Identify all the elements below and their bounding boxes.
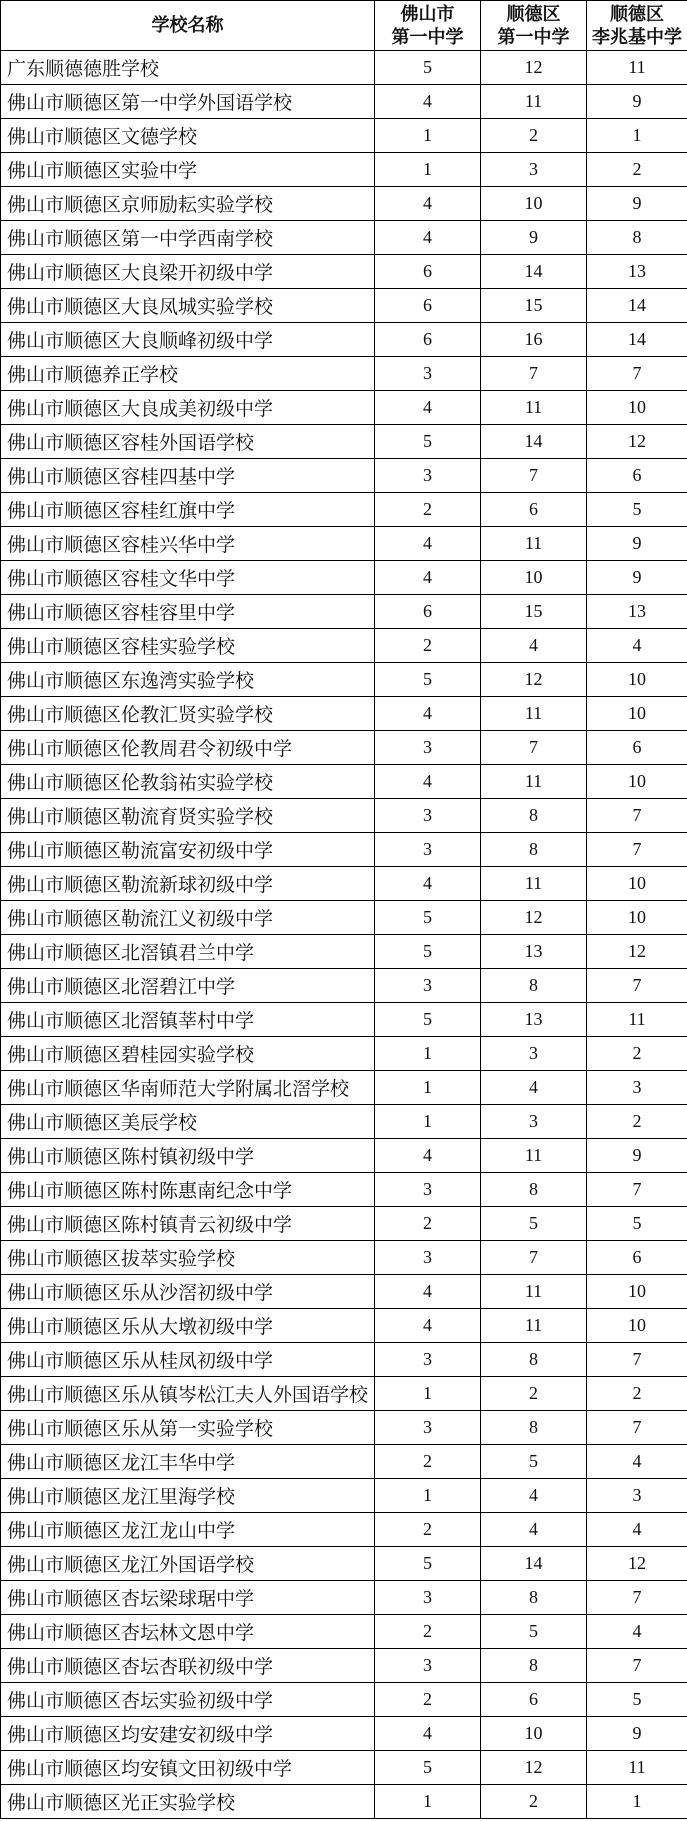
header-row: [1, 1, 687, 51]
quota-value-cell: 9: [587, 85, 687, 119]
school-name-cell: 佛山市顺德区勒流江义初级中学: [1, 901, 375, 935]
quota-value-cell: 5: [587, 493, 687, 527]
quota-value-cell: 8: [481, 1649, 587, 1683]
table-row: [1, 1649, 687, 1683]
quota-value-cell: 13: [481, 935, 587, 969]
table-row: [1, 629, 687, 663]
table-row: [1, 357, 687, 391]
quota-value-cell: 2: [587, 1377, 687, 1411]
quota-value-cell: 3: [375, 833, 481, 867]
quota-value-cell: 5: [481, 1445, 587, 1479]
table-row: [1, 323, 687, 357]
table-row: [1, 1139, 687, 1173]
table-row: [1, 1581, 687, 1615]
school-name-cell: 佛山市顺德区乐从大墩初级中学: [1, 1309, 375, 1343]
quota-value-cell: 8: [587, 221, 687, 255]
table-row: [1, 391, 687, 425]
quota-value-cell: 3: [375, 1173, 481, 1207]
school-name-cell: 佛山市顺德区容桂红旗中学: [1, 493, 375, 527]
quota-value-cell: 5: [375, 1003, 481, 1037]
quota-value-cell: 1: [375, 1071, 481, 1105]
quota-value-cell: 11: [481, 1275, 587, 1309]
quota-value-cell: 2: [481, 1785, 587, 1819]
quota-value-cell: 9: [587, 1139, 687, 1173]
table-row: [1, 1683, 687, 1717]
school-name-cell: 佛山市顺德区勒流育贤实验学校: [1, 799, 375, 833]
table-row: [1, 1615, 687, 1649]
quota-value-cell: 4: [375, 1717, 481, 1751]
quota-value-cell: 7: [481, 1241, 587, 1275]
quota-value-cell: 14: [481, 255, 587, 289]
quota-value-cell: 12: [481, 1751, 587, 1785]
quota-value-cell: 12: [481, 901, 587, 935]
quota-value-cell: 1: [375, 1377, 481, 1411]
quota-value-cell: 1: [587, 119, 687, 153]
column-header-label-line2: 第一中学: [391, 26, 464, 47]
quota-value-cell: 1: [587, 1785, 687, 1819]
quota-value-cell: 4: [587, 1615, 687, 1649]
quota-value-cell: 2: [375, 629, 481, 663]
table-row: [1, 561, 687, 595]
quota-value-cell: 7: [587, 1411, 687, 1445]
quota-value-cell: 7: [587, 1173, 687, 1207]
table-row: [1, 799, 687, 833]
school-name-cell: 佛山市顺德区容桂兴华中学: [1, 527, 375, 561]
quota-value-cell: 5: [375, 1751, 481, 1785]
quota-value-cell: 3: [375, 459, 481, 493]
quota-value-cell: 4: [375, 221, 481, 255]
quota-value-cell: 1: [375, 1479, 481, 1513]
quota-value-cell: 8: [481, 1581, 587, 1615]
quota-value-cell: 3: [375, 1649, 481, 1683]
quota-value-cell: 1: [375, 1785, 481, 1819]
quota-value-cell: 4: [375, 765, 481, 799]
quota-value-cell: 7: [587, 969, 687, 1003]
quota-value-cell: 4: [481, 1071, 587, 1105]
column-header-label-line1: 佛山市: [400, 4, 455, 24]
quota-value-cell: 11: [481, 697, 587, 731]
table-row: [1, 1513, 687, 1547]
quota-value-cell: 2: [375, 1207, 481, 1241]
table-row: [1, 697, 687, 731]
quota-value-cell: 4: [587, 629, 687, 663]
school-name-cell: 佛山市顺德区龙江里海学校: [1, 1479, 375, 1513]
quota-value-cell: 15: [481, 289, 587, 323]
column-header-label: 学校名称: [151, 15, 224, 36]
quota-value-cell: 14: [481, 425, 587, 459]
quota-value-cell: 11: [587, 1751, 687, 1785]
quota-value-cell: 10: [587, 867, 687, 901]
school-name-cell: 佛山市顺德区实验中学: [1, 153, 375, 187]
school-name-cell: 佛山市顺德区乐从镇岑松江夫人外国语学校: [1, 1377, 375, 1411]
quota-value-cell: 5: [375, 663, 481, 697]
table-row: [1, 1275, 687, 1309]
table-row: [1, 425, 687, 459]
school-name-cell: 佛山市顺德区北滘镇莘村中学: [1, 1003, 375, 1037]
quota-value-cell: 6: [375, 255, 481, 289]
school-name-cell: 佛山市顺德区伦教翁祐实验学校: [1, 765, 375, 799]
quota-value-cell: 4: [375, 1275, 481, 1309]
quota-value-cell: 3: [375, 731, 481, 765]
quota-value-cell: 2: [481, 1377, 587, 1411]
table-row: [1, 765, 687, 799]
quota-value-cell: 11: [481, 765, 587, 799]
quota-value-cell: 3: [375, 357, 481, 391]
quota-value-cell: 3: [587, 1479, 687, 1513]
table-row: [1, 1717, 687, 1751]
school-name-cell: 佛山市顺德区北滘镇君兰中学: [1, 935, 375, 969]
quota-value-cell: 5: [587, 1207, 687, 1241]
table-row: [1, 1751, 687, 1785]
school-name-cell: 佛山市顺德区杏坛梁球琚中学: [1, 1581, 375, 1615]
school-name-cell: 佛山市顺德区第一中学西南学校: [1, 221, 375, 255]
table-row: [1, 901, 687, 935]
quota-value-cell: 5: [375, 935, 481, 969]
table-row: [1, 1003, 687, 1037]
quota-value-cell: 12: [481, 51, 587, 85]
quota-value-cell: 3: [375, 1411, 481, 1445]
quota-value-cell: 6: [375, 595, 481, 629]
quota-value-cell: 7: [587, 1343, 687, 1377]
quota-value-cell: 11: [481, 391, 587, 425]
quota-value-cell: 3: [375, 1343, 481, 1377]
quota-value-cell: 7: [587, 1649, 687, 1683]
table-row: [1, 1547, 687, 1581]
school-name-cell: 佛山市顺德区乐从第一实验学校: [1, 1411, 375, 1445]
table-row: [1, 935, 687, 969]
table-row: [1, 1037, 687, 1071]
quota-value-cell: 3: [587, 1071, 687, 1105]
school-name-cell: 佛山市顺德区杏坛林文恩中学: [1, 1615, 375, 1649]
quota-value-cell: 10: [481, 187, 587, 221]
table-row: [1, 187, 687, 221]
quota-value-cell: 3: [481, 1105, 587, 1139]
quota-value-cell: 9: [587, 527, 687, 561]
school-name-cell: 佛山市顺德区容桂容里中学: [1, 595, 375, 629]
quota-value-cell: 12: [587, 1547, 687, 1581]
quota-value-cell: 4: [375, 391, 481, 425]
table-row: [1, 221, 687, 255]
quota-value-cell: 10: [481, 561, 587, 595]
quota-value-cell: 11: [481, 1309, 587, 1343]
school-name-cell: 佛山市顺德区容桂四基中学: [1, 459, 375, 493]
school-name-cell: 佛山市顺德区乐从沙滘初级中学: [1, 1275, 375, 1309]
table-row: [1, 1071, 687, 1105]
quota-value-cell: 7: [481, 731, 587, 765]
quota-value-cell: 1: [375, 119, 481, 153]
table-row: [1, 595, 687, 629]
school-name-cell: 佛山市顺德区拔萃实验学校: [1, 1241, 375, 1275]
quota-value-cell: 4: [587, 1445, 687, 1479]
school-name-cell: 佛山市顺德区美辰学校: [1, 1105, 375, 1139]
quota-value-cell: 7: [587, 357, 687, 391]
school-name-cell: 佛山市顺德区北滘碧江中学: [1, 969, 375, 1003]
quota-value-cell: 2: [375, 1615, 481, 1649]
quota-value-cell: 5: [375, 51, 481, 85]
quota-value-cell: 2: [481, 119, 587, 153]
column-header-label-line2: 李兆基中学: [592, 26, 682, 47]
quota-value-cell: 4: [481, 1479, 587, 1513]
quota-value-cell: 7: [587, 799, 687, 833]
quota-value-cell: 2: [587, 153, 687, 187]
quota-value-cell: 5: [375, 1547, 481, 1581]
quota-value-cell: 5: [375, 425, 481, 459]
school-name-cell: 佛山市顺德区伦教周君令初级中学: [1, 731, 375, 765]
quota-value-cell: 7: [587, 1581, 687, 1615]
table-body: [1, 51, 687, 1819]
school-name-cell: 佛山市顺德区陈村陈惠南纪念中学: [1, 1173, 375, 1207]
school-name-cell: 佛山市顺德区文德学校: [1, 119, 375, 153]
school-name-cell: 佛山市顺德区大良梁开初级中学: [1, 255, 375, 289]
table-row: [1, 289, 687, 323]
school-name-cell: 佛山市顺德区陈村镇初级中学: [1, 1139, 375, 1173]
table-row: [1, 1377, 687, 1411]
table-row: [1, 493, 687, 527]
quota-value-cell: 11: [587, 1003, 687, 1037]
quota-value-cell: 2: [375, 1683, 481, 1717]
quota-value-cell: 4: [481, 1513, 587, 1547]
school-name-cell: 佛山市顺德区华南师范大学附属北滘学校: [1, 1071, 375, 1105]
quota-value-cell: 13: [587, 595, 687, 629]
quota-value-cell: 11: [481, 867, 587, 901]
quota-value-cell: 3: [375, 1581, 481, 1615]
school-name-cell: 佛山市顺德区勒流富安初级中学: [1, 833, 375, 867]
school-name-cell: 佛山市顺德区龙江丰华中学: [1, 1445, 375, 1479]
school-name-cell: 佛山市顺德区东逸湾实验学校: [1, 663, 375, 697]
school-name-cell: 佛山市顺德区光正实验学校: [1, 1785, 375, 1819]
table-row: [1, 1309, 687, 1343]
quota-value-cell: 4: [587, 1513, 687, 1547]
column-header-label-line2: 第一中学: [497, 26, 570, 47]
table-row: [1, 1173, 687, 1207]
quota-value-cell: 10: [587, 663, 687, 697]
quota-value-cell: 2: [375, 1513, 481, 1547]
quota-value-cell: 6: [587, 459, 687, 493]
quota-value-cell: 4: [375, 561, 481, 595]
quota-value-cell: 10: [587, 901, 687, 935]
quota-value-cell: 6: [481, 493, 587, 527]
school-name-cell: 佛山市顺德区杏坛杏联初级中学: [1, 1649, 375, 1683]
table-row: [1, 1785, 687, 1819]
quota-value-cell: 6: [587, 1241, 687, 1275]
school-name-cell: 佛山市顺德区大良顺峰初级中学: [1, 323, 375, 357]
quota-value-cell: 13: [481, 1003, 587, 1037]
quota-value-cell: 14: [587, 323, 687, 357]
quota-value-cell: 3: [375, 1241, 481, 1275]
quota-value-cell: 9: [481, 221, 587, 255]
quota-value-cell: 8: [481, 969, 587, 1003]
quota-value-cell: 4: [375, 697, 481, 731]
school-name-cell: 佛山市顺德区龙江龙山中学: [1, 1513, 375, 1547]
school-name-cell: 佛山市顺德区均安镇文田初级中学: [1, 1751, 375, 1785]
school-name-cell: 佛山市顺德养正学校: [1, 357, 375, 391]
column-header-shunde-lizhaoji-middle-school: [587, 1, 687, 51]
quota-value-cell: 3: [481, 1037, 587, 1071]
quota-value-cell: 15: [481, 595, 587, 629]
quota-value-cell: 4: [375, 1139, 481, 1173]
quota-value-cell: 5: [481, 1615, 587, 1649]
table-row: [1, 1445, 687, 1479]
quota-value-cell: 5: [587, 1683, 687, 1717]
table-row: [1, 85, 687, 119]
quota-value-cell: 10: [587, 697, 687, 731]
table-row: [1, 1241, 687, 1275]
table-row: [1, 1105, 687, 1139]
table-row: [1, 527, 687, 561]
table-row: [1, 833, 687, 867]
quota-value-cell: 10: [587, 1275, 687, 1309]
school-name-cell: 佛山市顺德区容桂外国语学校: [1, 425, 375, 459]
table-row: [1, 1411, 687, 1445]
quota-value-cell: 6: [587, 731, 687, 765]
quota-value-cell: 16: [481, 323, 587, 357]
quota-value-cell: 8: [481, 1173, 587, 1207]
quota-value-cell: 11: [481, 527, 587, 561]
quota-value-cell: 11: [481, 85, 587, 119]
quota-value-cell: 9: [587, 1717, 687, 1751]
school-name-cell: 佛山市顺德区勒流新球初级中学: [1, 867, 375, 901]
quota-value-cell: 4: [375, 867, 481, 901]
quota-value-cell: 1: [375, 1037, 481, 1071]
quota-value-cell: 4: [375, 187, 481, 221]
quota-value-cell: 2: [375, 493, 481, 527]
table-row: [1, 731, 687, 765]
table-row: [1, 1343, 687, 1377]
quota-value-cell: 12: [587, 935, 687, 969]
school-name-cell: 佛山市顺德区碧桂园实验学校: [1, 1037, 375, 1071]
column-header-shunde-no1-middle-school: [481, 1, 587, 51]
table-row: [1, 969, 687, 1003]
table-row: [1, 119, 687, 153]
table-row: [1, 153, 687, 187]
school-name-cell: 佛山市顺德区容桂实验学校: [1, 629, 375, 663]
quota-value-cell: 10: [481, 1717, 587, 1751]
school-name-cell: 佛山市顺德区京师励耘实验学校: [1, 187, 375, 221]
quota-value-cell: 7: [481, 357, 587, 391]
quota-value-cell: 2: [587, 1105, 687, 1139]
quota-value-cell: 4: [481, 629, 587, 663]
quota-value-cell: 8: [481, 833, 587, 867]
quota-value-cell: 3: [375, 969, 481, 1003]
table-row: [1, 1207, 687, 1241]
quota-value-cell: 8: [481, 1343, 587, 1377]
quota-value-cell: 9: [587, 187, 687, 221]
quota-value-cell: 12: [481, 663, 587, 697]
quota-value-cell: 7: [587, 833, 687, 867]
quota-value-cell: 1: [375, 1105, 481, 1139]
column-header-label-line1: 顺德区: [610, 4, 664, 24]
quota-value-cell: 4: [375, 527, 481, 561]
quota-value-cell: 11: [587, 51, 687, 85]
quota-value-cell: 14: [481, 1547, 587, 1581]
quota-value-cell: 13: [587, 255, 687, 289]
quota-value-cell: 9: [587, 561, 687, 595]
quota-value-cell: 10: [587, 1309, 687, 1343]
quota-value-cell: 10: [587, 765, 687, 799]
quota-value-cell: 6: [481, 1683, 587, 1717]
quota-value-cell: 10: [587, 391, 687, 425]
quota-value-cell: 3: [375, 799, 481, 833]
school-name-cell: 佛山市顺德区大良成美初级中学: [1, 391, 375, 425]
quota-value-cell: 6: [375, 289, 481, 323]
school-name-cell: 佛山市顺德区杏坛实验初级中学: [1, 1683, 375, 1717]
table-row: [1, 459, 687, 493]
quota-value-cell: 11: [481, 1139, 587, 1173]
table-row: [1, 663, 687, 697]
school-name-cell: 佛山市顺德区龙江外国语学校: [1, 1547, 375, 1581]
column-header-school-name: [1, 1, 375, 51]
table-row: [1, 867, 687, 901]
school-name-cell: 佛山市顺德区大良凤城实验学校: [1, 289, 375, 323]
school-name-cell: 广东顺德德胜学校: [1, 51, 375, 85]
quota-value-cell: 8: [481, 1411, 587, 1445]
quota-value-cell: 5: [481, 1207, 587, 1241]
table-header: [1, 1, 687, 51]
quota-value-cell: 4: [375, 1309, 481, 1343]
quota-value-cell: 1: [375, 153, 481, 187]
quota-value-cell: 3: [481, 153, 587, 187]
quota-value-cell: 14: [587, 289, 687, 323]
column-header-label-line1: 顺德区: [506, 4, 561, 24]
school-name-cell: 佛山市顺德区均安建安初级中学: [1, 1717, 375, 1751]
table-row: [1, 1479, 687, 1513]
school-name-cell: 佛山市顺德区第一中学外国语学校: [1, 85, 375, 119]
quota-value-cell: 2: [375, 1445, 481, 1479]
quota-value-cell: 6: [375, 323, 481, 357]
quota-value-cell: 7: [481, 459, 587, 493]
table-row: [1, 255, 687, 289]
quota-value-cell: 2: [587, 1037, 687, 1071]
school-name-cell: 佛山市顺德区陈村镇青云初级中学: [1, 1207, 375, 1241]
quota-value-cell: 5: [375, 901, 481, 935]
quota-value-cell: 4: [375, 85, 481, 119]
quota-value-cell: 8: [481, 799, 587, 833]
quota-value-cell: 12: [587, 425, 687, 459]
table-row: [1, 51, 687, 85]
school-name-cell: 佛山市顺德区乐从桂凤初级中学: [1, 1343, 375, 1377]
school-name-cell: 佛山市顺德区伦教汇贤实验学校: [1, 697, 375, 731]
school-name-cell: 佛山市顺德区容桂文华中学: [1, 561, 375, 595]
column-header-foshan-no1-middle-school: [375, 1, 481, 51]
